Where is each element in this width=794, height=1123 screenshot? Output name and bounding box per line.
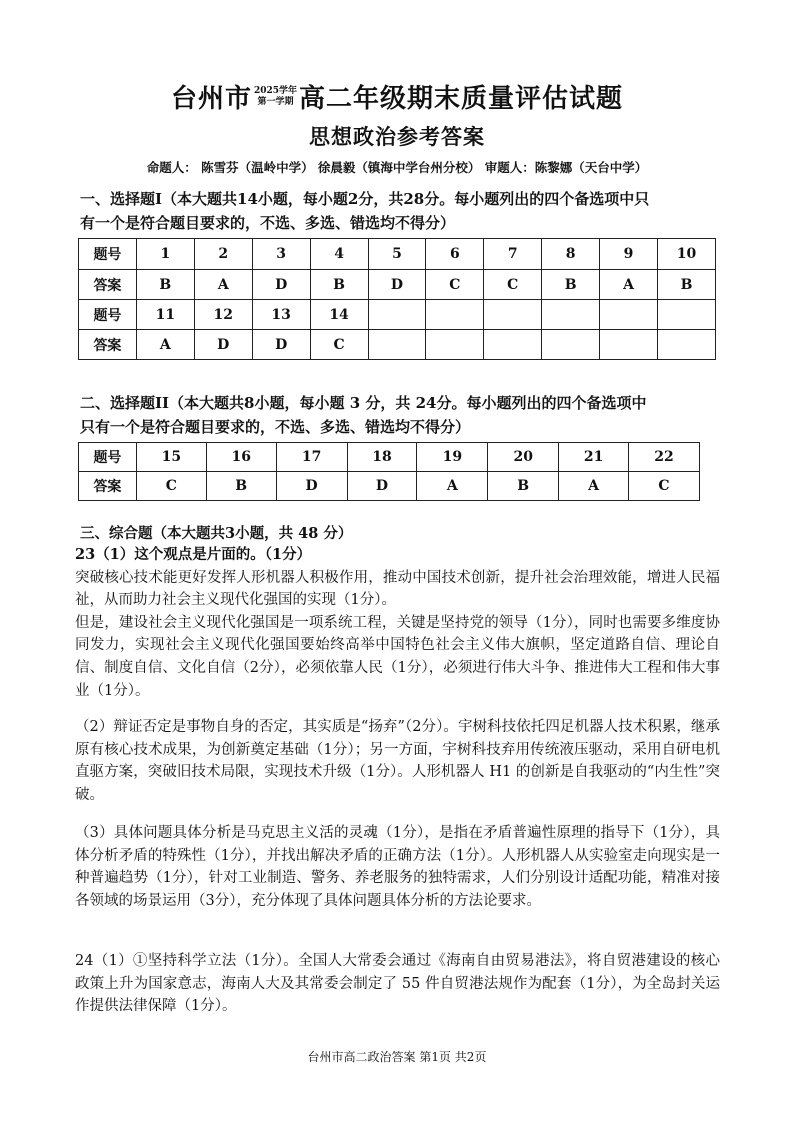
answer-cell: B bbox=[488, 472, 559, 501]
answer-cell: B bbox=[136, 270, 194, 300]
answer-cell: D bbox=[252, 270, 310, 300]
answer-cell: B bbox=[657, 270, 715, 300]
answer-cell bbox=[484, 330, 542, 360]
row-label-question: 题号 bbox=[79, 443, 137, 472]
answer-cell bbox=[600, 330, 658, 360]
answer-cell: C bbox=[484, 270, 542, 300]
section2-heading bbox=[80, 391, 720, 439]
answer-cell: D bbox=[368, 270, 426, 300]
table2-row-numbers bbox=[79, 443, 700, 472]
answer-cell: B bbox=[542, 270, 600, 300]
title-term bbox=[254, 86, 297, 108]
table2-row-answers bbox=[79, 472, 700, 501]
section1-heading-line2: 有一个是符合题目要求的，不选、多选、错选均不得分） bbox=[80, 214, 456, 232]
question-number: 15 bbox=[136, 443, 206, 472]
exam-title bbox=[0, 78, 794, 115]
question-number: 19 bbox=[417, 443, 488, 472]
table1-row-numbers-2 bbox=[79, 300, 716, 330]
answer-cell: D bbox=[347, 472, 417, 501]
q23-3-paragraph: （3）具体问题具体分析是马克思主义活的灵魂（1分），是指在矛盾普遍性原理的指导下（1分），具体分析矛盾的特殊性（1分），并找出解决矛盾的正确方法（1分）。人形机器人从实验室走向现实是一种普遍趋势（1分），针对工业制造、警务、养老服务的独特需求，人们分别设计适配功能，精准对接各领域的场景运用（3分），充分体现了具体问题具体分析的方法论要求。 bbox=[75, 825, 720, 909]
question-number: 16 bbox=[206, 443, 276, 472]
answer-cell: A bbox=[136, 330, 194, 360]
section1-heading bbox=[80, 187, 720, 235]
q23-1-paragraph-2: 但是，建设社会主义现代化强国是一项系统工程，关键是坚持党的领导（1分），同时也需要多维度协同发力，实现社会主义现代化强国要始终高举中国特色社会主义伟大旗帜，坚定道路自信、理论自信、制度自信、文化自信（2分），必须依靠人民（1分），必须进行伟大斗争、推进伟大工程和伟大事业（1分）。 bbox=[75, 614, 720, 699]
question-number: 4 bbox=[310, 239, 368, 270]
answer-cell: B bbox=[206, 472, 276, 501]
table1-row-answers-1 bbox=[79, 270, 716, 300]
question-number: 17 bbox=[276, 443, 347, 472]
question-number: 9 bbox=[600, 239, 658, 270]
q23-1-paragraph-1: 突破核心技术能更好发挥人形机器人积极作用，推动中国技术创新，提升社会治理效能，增进人民福祉，从而助力社会主义现代化强国的实现（1分）。 bbox=[75, 569, 720, 609]
row-label-question: 题号 bbox=[79, 239, 137, 270]
question-number bbox=[426, 300, 484, 330]
question-number: 12 bbox=[194, 300, 252, 330]
answer-cell: C bbox=[426, 270, 484, 300]
question-number: 3 bbox=[252, 239, 310, 270]
row-label-answer: 答案 bbox=[79, 270, 137, 300]
question-number: 20 bbox=[488, 443, 559, 472]
row-label-answer: 答案 bbox=[79, 330, 137, 360]
answer-cell: B bbox=[310, 270, 368, 300]
section3-heading: 三、综合题（本大题共3小题，共 48 分） bbox=[80, 525, 353, 542]
question-number: 22 bbox=[629, 443, 700, 472]
question-number bbox=[657, 300, 715, 330]
question-number: 18 bbox=[347, 443, 417, 472]
question-number: 1 bbox=[136, 239, 194, 270]
answer-cell bbox=[426, 330, 484, 360]
table1-row-answers-2 bbox=[79, 330, 716, 360]
q23-2-paragraph: （2）辩证否定是事物自身的否定，其实质是“扬弃”（2分）。宇树科技依托四足机器人技术积累，继承原有核心技术成果，为创新奠定基础（1分）；另一方面，宇树科技弃用传统液压驱动，采用自研电机直驱方案，突破旧技术局限，实现技术升级（1分）。人形机器人 H1 的创新是自我驱动的“内生性”突破。 bbox=[75, 719, 720, 803]
answer-cell: C bbox=[136, 472, 206, 501]
answer-cell: D bbox=[194, 330, 252, 360]
section2-heading-line1: 二、选择题II（本大题共8小题，每小题 3 分，共 24分。每小题列出的四个备选项中 bbox=[80, 394, 647, 412]
page-subtitle: 思想政治参考答案 bbox=[309, 124, 485, 149]
question-number: 11 bbox=[136, 300, 194, 330]
q24-part1 bbox=[75, 950, 720, 1018]
answer-table-2 bbox=[78, 442, 700, 501]
question-number bbox=[542, 300, 600, 330]
answer-cell bbox=[657, 330, 715, 360]
answer-cell bbox=[542, 330, 600, 360]
title-year-top: 2025学年 bbox=[253, 85, 298, 96]
answer-cell: A bbox=[194, 270, 252, 300]
answer-cell: A bbox=[559, 472, 629, 501]
title-rest: 高二年级期末质量评估试题 bbox=[299, 84, 624, 114]
title-city: 台州市 bbox=[170, 84, 252, 114]
question-number bbox=[484, 300, 542, 330]
table1-row-numbers-1 bbox=[79, 239, 716, 270]
answer-cell: A bbox=[417, 472, 488, 501]
question-number: 7 bbox=[484, 239, 542, 270]
question-number bbox=[368, 300, 426, 330]
answer-cell: A bbox=[600, 270, 658, 300]
answer-cell bbox=[368, 330, 426, 360]
section1-heading-line1: 一、选择题I（本大题共14小题，每小题2分，共28分。每小题列出的四个备选项中只 bbox=[80, 190, 650, 208]
question-number: 10 bbox=[657, 239, 715, 270]
row-label-question: 题号 bbox=[79, 300, 137, 330]
question-number: 2 bbox=[194, 239, 252, 270]
question-number: 13 bbox=[252, 300, 310, 330]
answer-cell: D bbox=[252, 330, 310, 360]
row-label-answer: 答案 bbox=[79, 472, 137, 501]
question-number: 8 bbox=[542, 239, 600, 270]
section2-heading-line2: 只有一个是符合题目要求的，不选、多选、错选均不得分） bbox=[80, 418, 471, 436]
q23-part3 bbox=[75, 822, 720, 912]
q24-1-paragraph: 24（1）①坚持科学立法（1分）。全国人大常委会通过《海南自由贸易港法》，将自贸港建设的核心政策上升为国家意志，海南人大及其常委会制定了 55 件自贸港法规作为配套（1分），为全岛封关运作提供法律保障（1分）。 bbox=[75, 953, 720, 1015]
q23-1-head: 23（1）这个观点是片面的。（1分） bbox=[75, 546, 312, 563]
answer-table-1 bbox=[78, 238, 716, 360]
question-number: 5 bbox=[368, 239, 426, 270]
question-number: 21 bbox=[559, 443, 629, 472]
answer-cell: C bbox=[629, 472, 700, 501]
question-number: 6 bbox=[426, 239, 484, 270]
answer-cell: C bbox=[310, 330, 368, 360]
question-number: 14 bbox=[310, 300, 368, 330]
answer-cell: D bbox=[276, 472, 347, 501]
title-year-bottom: 第一学期 bbox=[257, 96, 294, 107]
authors-line: 命题人： 陈雪芬（温岭中学） 徐晨毅（镇海中学台州分校） 审题人：陈黎娜（天台中学） bbox=[146, 160, 648, 175]
q23-part1 bbox=[75, 544, 720, 702]
question-number bbox=[600, 300, 658, 330]
q23-part2 bbox=[75, 716, 720, 806]
page-footer: 台州市高二政治答案 第1页 共2页 bbox=[307, 1050, 487, 1064]
